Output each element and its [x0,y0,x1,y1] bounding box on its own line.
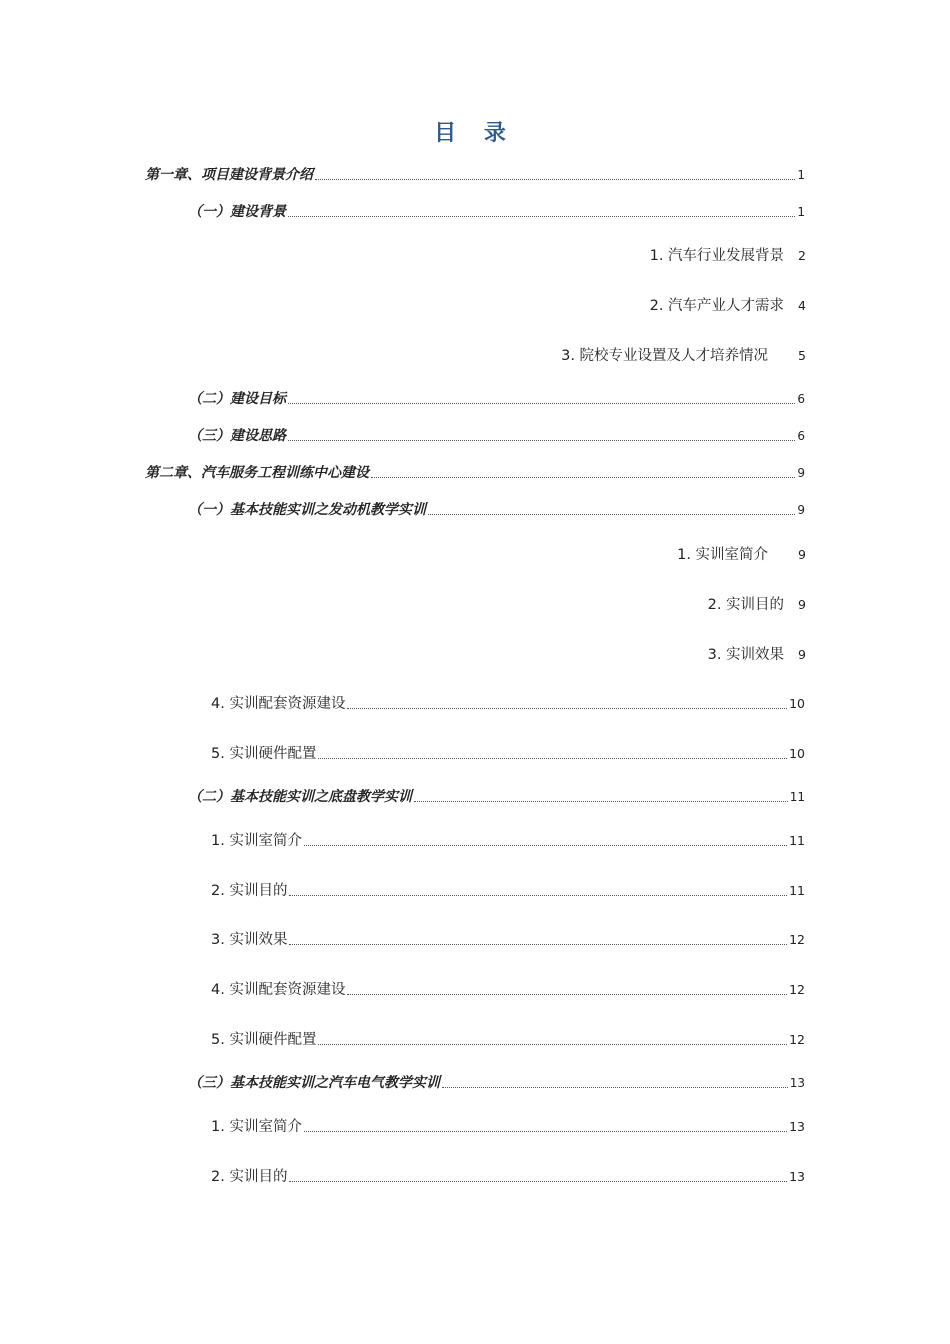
dot-leader [371,477,795,478]
toc-entry-label: 3. 实训效果 [707,647,785,663]
toc-entry-section[interactable] [188,499,805,519]
toc-entry-label: 2. 实训目的 [211,883,288,899]
toc-entry-label: （三）基本技能实训之汽车电气教学实训 [188,1075,440,1091]
toc-entry-subsection[interactable] [211,742,805,763]
toc-entry-page: 13 [789,1169,805,1184]
toc-entry-subsection[interactable] [561,344,806,365]
toc-entry-section[interactable] [188,1072,805,1092]
dot-leader [414,801,788,802]
dot-leader [347,994,787,995]
dot-leader [442,1087,788,1088]
toc-entry-page: 11 [789,790,805,804]
toc-entry-label: （二）基本技能实训之底盘教学实训 [188,789,412,805]
dot-leader [318,1044,787,1045]
toc-entry-label: （三）建设思路 [188,428,286,444]
toc-entry-subsection[interactable] [211,692,805,713]
toc-entry-subsection[interactable] [708,593,806,614]
dot-leader [304,845,787,846]
toc-entry-page: 12 [789,982,805,997]
toc-entry-subsection[interactable] [211,978,805,999]
toc-entry-page: 6 [797,392,805,406]
toc-entry-subsection[interactable] [650,244,806,265]
dot-leader [315,179,795,180]
dot-leader [288,440,795,441]
toc-entry-subsection[interactable] [211,829,805,850]
dot-leader [289,944,787,945]
toc-entry-section[interactable] [188,425,805,445]
dot-leader [347,708,787,709]
toc-entry-label: 3. 实训效果 [211,932,288,948]
toc-entry-label: （一）建设背景 [188,204,286,220]
toc-title: 目 录 [434,121,516,146]
dot-leader [304,1131,787,1132]
toc-entry-label: 1. 实训室简介 [211,833,302,849]
toc-entry-page: 10 [789,696,805,711]
toc-entry-label: 4. 实训配套资源建设 [211,982,346,998]
toc-entry-page: 5 [798,348,806,363]
toc-entry-subsection[interactable] [211,1165,805,1186]
dot-leader [288,216,795,217]
toc-entry-label: 2. 实训目的 [707,597,785,613]
toc-entry-page: 12 [789,1032,805,1047]
dot-leader [318,758,787,759]
toc-entry-label: （一）基本技能实训之发动机教学实训 [188,502,426,518]
toc-entry-page: 12 [789,932,805,947]
toc-entry-label: 1. 实训室简介 [677,547,769,563]
toc-entry-page: 9 [798,547,806,562]
toc-entry-page: 9 [798,647,806,662]
toc-entry-page: 6 [797,429,805,443]
toc-entry-label: 第一章、项目建设背景介绍 [145,167,313,183]
toc-entry-section[interactable] [188,786,805,806]
dot-leader [288,403,795,404]
toc-entry-label: （二）建设目标 [188,391,286,407]
toc-entry-label: 5. 实训硬件配置 [211,746,317,762]
toc-entry-page: 9 [798,597,806,612]
toc-entry-subsection[interactable] [211,1115,805,1136]
toc-entry-subsection[interactable] [211,1028,805,1049]
toc-entry-page: 1 [797,168,805,182]
toc-entry-label: 5. 实训硬件配置 [211,1032,317,1048]
toc-entry-label: 1. 汽车行业发展背景 [649,248,785,264]
toc-entry-page: 9 [797,466,805,480]
toc-entry-label: 1. 实训室简介 [211,1119,302,1135]
dot-leader [289,895,787,896]
toc-entry-chapter-2[interactable] [145,462,805,482]
toc-entry-label: 4. 实训配套资源建设 [211,696,346,712]
toc-entry-page: 9 [797,503,805,517]
toc-entry-subsection[interactable] [650,294,806,315]
toc-entry-subsection[interactable] [211,928,805,949]
dot-leader [428,514,795,515]
toc-entry-subsection[interactable] [708,643,806,664]
toc-entry-chapter-1[interactable] [145,164,805,184]
toc-entry-page: 10 [789,746,805,761]
toc-entry-section[interactable] [188,201,805,221]
toc-entry-page: 2 [798,248,806,263]
toc-entry-page: 11 [789,883,805,898]
toc-entry-page: 13 [789,1076,805,1090]
toc-entry-page: 11 [789,833,805,848]
toc-entry-label: 3. 院校专业设置及人才培养情况 [561,348,769,364]
toc-entry-label: 第二章、汽车服务工程训练中心建设 [145,465,369,481]
toc-entry-label: 2. 汽车产业人才需求 [649,298,785,314]
toc-entry-subsection[interactable] [211,879,805,900]
toc-entry-page: 4 [798,298,806,313]
toc-entry-section[interactable] [188,388,805,408]
toc-entry-page: 13 [789,1119,805,1134]
dot-leader [289,1181,787,1182]
toc-entry-subsection[interactable] [677,543,806,564]
toc-entry-label: 2. 实训目的 [211,1169,288,1185]
toc-entry-page: 1 [797,205,805,219]
